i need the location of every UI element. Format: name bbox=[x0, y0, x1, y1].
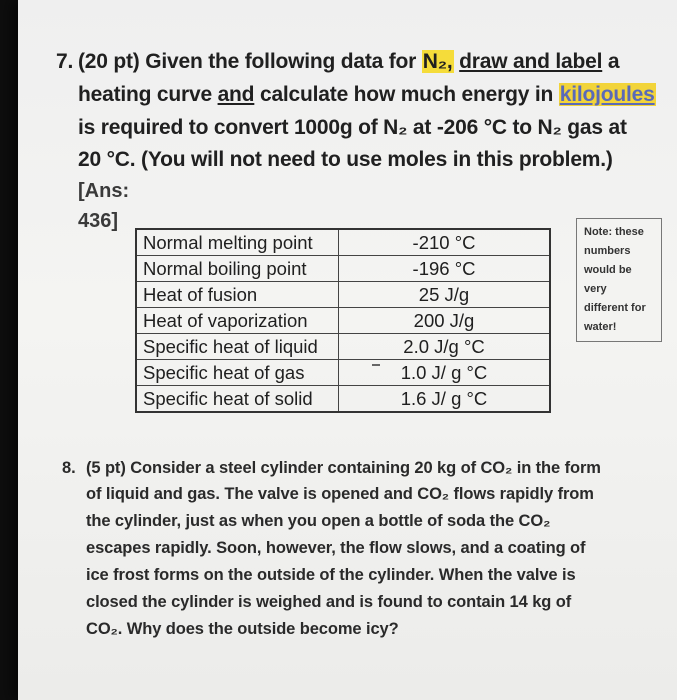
value-cell: 25 J/g bbox=[339, 282, 551, 308]
value-cell: -196 °C bbox=[339, 256, 551, 282]
note-box bbox=[576, 218, 662, 342]
note-line: different for bbox=[584, 302, 646, 314]
question-8-line-6: closed the cylinder is weighed and is found to contain 14 kg of bbox=[86, 593, 572, 611]
note-line: numbers bbox=[584, 245, 631, 257]
question-7-line-4: 20 °C. (You will not need to use moles in this problem.) bbox=[78, 148, 613, 171]
property-cell: Specific heat of solid bbox=[136, 386, 339, 413]
question-7-line-3: is required to convert 1000g of N₂ at -206 °C to N₂ gas at bbox=[78, 116, 627, 139]
question-8-number: 8. bbox=[62, 459, 76, 477]
pencil-mark bbox=[372, 364, 380, 366]
answer-label: [Ans: bbox=[78, 180, 130, 202]
property-cell: Normal boiling point bbox=[136, 256, 339, 282]
property-cell: Specific heat of gas bbox=[136, 360, 339, 386]
value-cell: 1.0 J/ g °C bbox=[339, 360, 551, 386]
note-line: water! bbox=[584, 321, 617, 333]
property-cell: Normal melting point bbox=[136, 229, 339, 256]
nitrogen-properties-table bbox=[135, 228, 551, 413]
table-row bbox=[136, 229, 550, 256]
question-7-line-2: heating curve and calculate how much energy in kilojoules bbox=[78, 83, 655, 106]
note-line: Note: these bbox=[584, 226, 644, 238]
question-8-line-7: CO₂. Why does the outside become icy? bbox=[86, 620, 399, 638]
value-cell: 200 J/g bbox=[339, 308, 551, 334]
table-row bbox=[136, 308, 550, 334]
table-row bbox=[136, 256, 550, 282]
question-8-line-1: (5 pt) Consider a steel cylinder containing 20 kg of CO₂ in the form bbox=[86, 459, 601, 477]
note-line: would be bbox=[584, 264, 632, 276]
table-row bbox=[136, 334, 550, 360]
property-cell: Specific heat of liquid bbox=[136, 334, 339, 360]
question-8-line-4: escapes rapidly. Soon, however, the flow slows, and a coating of bbox=[86, 539, 586, 557]
table-row bbox=[136, 360, 550, 386]
value-cell: 1.6 J/ g °C bbox=[339, 386, 551, 413]
note-line: very bbox=[584, 283, 607, 295]
value-cell: -210 °C bbox=[339, 229, 551, 256]
question-8-line-2: of liquid and gas. The valve is opened and CO₂ flows rapidly from bbox=[86, 485, 594, 503]
value-cell: 2.0 J/g °C bbox=[339, 334, 551, 360]
table-row bbox=[136, 282, 550, 308]
property-cell: Heat of fusion bbox=[136, 282, 339, 308]
question-7-number: 7. bbox=[56, 50, 74, 73]
table-row bbox=[136, 386, 550, 413]
question-8-line-3: the cylinder, just as when you open a bottle of soda the CO₂ bbox=[86, 512, 551, 530]
question-8-line-5: ice frost forms on the outside of the cylinder. When the valve is bbox=[86, 566, 576, 584]
property-cell: Heat of vaporization bbox=[136, 308, 339, 334]
question-7-line-1: (20 pt) Given the following data for N₂, draw and label a bbox=[78, 50, 620, 73]
answer-value: 436] bbox=[78, 210, 119, 232]
